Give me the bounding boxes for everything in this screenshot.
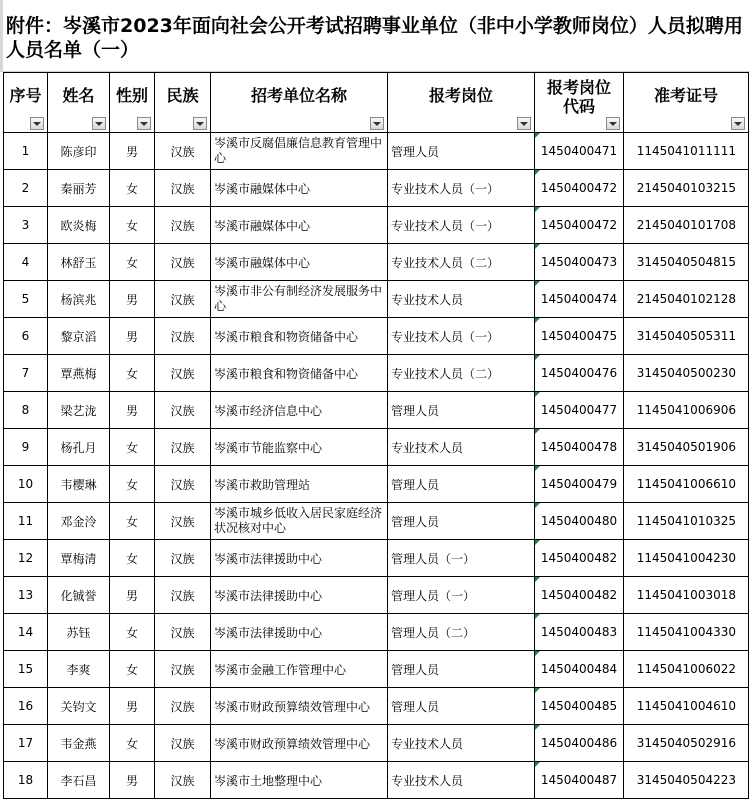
header-index: 序号 xyxy=(4,73,48,133)
filter-dropdown-icon[interactable] xyxy=(193,117,207,130)
cell-gender[interactable]: 女 xyxy=(110,651,155,688)
cell-index[interactable]: 12 xyxy=(4,540,48,577)
table-row xyxy=(4,540,749,577)
cell-ticket-number[interactable]: 1145041011111 xyxy=(624,133,749,170)
cell-position-code[interactable]: 1450400473 xyxy=(535,244,624,281)
cell-gender[interactable]: 女 xyxy=(110,429,155,466)
cell-position[interactable]: 管理人员 xyxy=(388,651,535,688)
cell-ethnicity[interactable]: 汉族 xyxy=(155,355,211,392)
cell-name[interactable]: 李爽 xyxy=(48,651,110,688)
cell-ticket-number[interactable]: 1145041010325 xyxy=(624,503,749,540)
cell-unit[interactable]: 岑溪市反腐倡廉信息教育管理中心 xyxy=(211,133,388,170)
candidate-table xyxy=(3,72,749,799)
cell-position[interactable]: 专业技术人员（一） xyxy=(388,207,535,244)
cell-position-code[interactable]: 1450400474 xyxy=(535,281,624,318)
cell-gender[interactable]: 男 xyxy=(110,762,155,799)
cell-position-code[interactable]: 1450400482 xyxy=(535,577,624,614)
cell-position-code[interactable]: 1450400482 xyxy=(535,540,624,577)
cell-unit[interactable]: 岑溪市法律援助中心 xyxy=(211,577,388,614)
cell-position-code[interactable]: 1450400486 xyxy=(535,725,624,762)
cell-position[interactable]: 专业技术人员（二） xyxy=(388,355,535,392)
cell-unit[interactable]: 岑溪市财政预算绩效管理中心 xyxy=(211,688,388,725)
cell-name[interactable]: 韦樱琳 xyxy=(48,466,110,503)
cell-gender[interactable]: 女 xyxy=(110,540,155,577)
table-row xyxy=(4,651,749,688)
cell-position[interactable]: 管理人员（一） xyxy=(388,577,535,614)
cell-ticket-number[interactable]: 3145040502916 xyxy=(624,725,749,762)
cell-ticket-number[interactable]: 3145040500230 xyxy=(624,355,749,392)
cell-position-code[interactable]: 1450400479 xyxy=(535,466,624,503)
cell-ticket-number[interactable]: 1145041006610 xyxy=(624,466,749,503)
filter-dropdown-icon[interactable] xyxy=(92,117,106,130)
cell-name[interactable]: 韦金燕 xyxy=(48,725,110,762)
cell-position[interactable]: 管理人员（二） xyxy=(388,614,535,651)
sheet-edge xyxy=(0,0,3,71)
cell-index[interactable]: 14 xyxy=(4,614,48,651)
cell-unit[interactable]: 岑溪市节能监察中心 xyxy=(211,429,388,466)
table-body xyxy=(4,133,749,799)
header-ticket-number: 准考证号 xyxy=(624,73,749,133)
cell-ethnicity[interactable]: 汉族 xyxy=(155,651,211,688)
cell-unit[interactable]: 岑溪市法律援助中心 xyxy=(211,540,388,577)
table-row xyxy=(4,725,749,762)
cell-ticket-number[interactable]: 1145041003018 xyxy=(624,577,749,614)
cell-ethnicity[interactable]: 汉族 xyxy=(155,133,211,170)
cell-ticket-number[interactable]: 2145040101708 xyxy=(624,207,749,244)
header-position-code: 报考岗位代码 xyxy=(535,73,624,133)
cell-gender[interactable]: 女 xyxy=(110,503,155,540)
cell-ethnicity[interactable]: 汉族 xyxy=(155,244,211,281)
cell-gender[interactable]: 男 xyxy=(110,281,155,318)
table-row xyxy=(4,466,749,503)
cell-index[interactable]: 3 xyxy=(4,207,48,244)
title-text: 附件：岑溪市2023年面向社会公开考试招聘事业单位（非中小学教师岗位）人员拟聘用人员名单（一） xyxy=(6,15,743,61)
cell-ethnicity[interactable]: 汉族 xyxy=(155,688,211,725)
document-title xyxy=(0,0,750,72)
cell-ethnicity[interactable]: 汉族 xyxy=(155,170,211,207)
cell-unit[interactable]: 岑溪市金融工作管理中心 xyxy=(211,651,388,688)
cell-index[interactable]: 10 xyxy=(4,466,48,503)
table-row xyxy=(4,762,749,799)
cell-unit[interactable]: 岑溪市融媒体中心 xyxy=(211,207,388,244)
cell-unit[interactable]: 岑溪市粮食和物资储备中心 xyxy=(211,355,388,392)
cell-name[interactable]: 化铖誉 xyxy=(48,577,110,614)
cell-position[interactable]: 专业技术人员 xyxy=(388,762,535,799)
cell-index[interactable]: 7 xyxy=(4,355,48,392)
cell-unit[interactable]: 岑溪市救助管理站 xyxy=(211,466,388,503)
table-row xyxy=(4,392,749,429)
table-row xyxy=(4,577,749,614)
filter-dropdown-icon[interactable] xyxy=(30,117,44,130)
cell-ethnicity[interactable]: 汉族 xyxy=(155,392,211,429)
cell-position-code[interactable]: 1450400477 xyxy=(535,392,624,429)
table-row xyxy=(4,688,749,725)
cell-name[interactable]: 杨孔月 xyxy=(48,429,110,466)
cell-name[interactable]: 秦丽芳 xyxy=(48,170,110,207)
cell-gender[interactable]: 男 xyxy=(110,133,155,170)
cell-position-code[interactable]: 1450400480 xyxy=(535,503,624,540)
cell-unit[interactable]: 岑溪市粮食和物资储备中心 xyxy=(211,318,388,355)
cell-name[interactable]: 陈彦印 xyxy=(48,133,110,170)
cell-index[interactable]: 13 xyxy=(4,577,48,614)
cell-index[interactable]: 9 xyxy=(4,429,48,466)
cell-gender[interactable]: 男 xyxy=(110,688,155,725)
cell-position[interactable]: 专业技术人员（一） xyxy=(388,170,535,207)
cell-ethnicity[interactable]: 汉族 xyxy=(155,503,211,540)
cell-index[interactable]: 1 xyxy=(4,133,48,170)
cell-position-code[interactable]: 1450400475 xyxy=(535,318,624,355)
cell-ethnicity[interactable]: 汉族 xyxy=(155,540,211,577)
cell-ticket-number[interactable]: 3145040504815 xyxy=(624,244,749,281)
cell-position[interactable]: 专业技术人员 xyxy=(388,725,535,762)
cell-ethnicity[interactable]: 汉族 xyxy=(155,207,211,244)
cell-index[interactable]: 8 xyxy=(4,392,48,429)
cell-gender[interactable]: 女 xyxy=(110,244,155,281)
cell-ticket-number[interactable]: 1145041004610 xyxy=(624,688,749,725)
cell-unit[interactable]: 岑溪市土地整理中心 xyxy=(211,762,388,799)
filter-dropdown-icon[interactable] xyxy=(517,117,531,130)
cell-ticket-number[interactable]: 3145040505311 xyxy=(624,318,749,355)
cell-name[interactable]: 杨滨兆 xyxy=(48,281,110,318)
cell-index[interactable]: 5 xyxy=(4,281,48,318)
cell-name[interactable]: 邓金泠 xyxy=(48,503,110,540)
cell-position-code[interactable]: 1450400472 xyxy=(535,207,624,244)
cell-position[interactable]: 管理人员 xyxy=(388,133,535,170)
header-gender: 性别 xyxy=(110,73,155,133)
cell-gender[interactable]: 女 xyxy=(110,614,155,651)
cell-position[interactable]: 专业技术人员 xyxy=(388,429,535,466)
cell-gender[interactable]: 男 xyxy=(110,318,155,355)
header-ethnicity: 民族 xyxy=(155,73,211,133)
cell-index[interactable]: 4 xyxy=(4,244,48,281)
header-unit: 招考单位名称 xyxy=(211,73,388,133)
cell-gender[interactable]: 男 xyxy=(110,577,155,614)
cell-gender[interactable]: 女 xyxy=(110,355,155,392)
cell-gender[interactable]: 女 xyxy=(110,170,155,207)
table-row xyxy=(4,133,749,170)
table-row xyxy=(4,244,749,281)
cell-position-code[interactable]: 1450400485 xyxy=(535,688,624,725)
table-row xyxy=(4,318,749,355)
table-row xyxy=(4,614,749,651)
cell-ticket-number[interactable]: 3145040504223 xyxy=(624,762,749,799)
table-row xyxy=(4,503,749,540)
cell-ethnicity[interactable]: 汉族 xyxy=(155,762,211,799)
filter-dropdown-icon[interactable] xyxy=(370,117,384,130)
cell-gender[interactable]: 女 xyxy=(110,207,155,244)
cell-index[interactable]: 16 xyxy=(4,688,48,725)
cell-index[interactable]: 18 xyxy=(4,762,48,799)
table-row xyxy=(4,207,749,244)
cell-position[interactable]: 管理人员 xyxy=(388,503,535,540)
cell-index[interactable]: 15 xyxy=(4,651,48,688)
cell-gender[interactable]: 女 xyxy=(110,725,155,762)
cell-position-code[interactable]: 1450400471 xyxy=(535,133,624,170)
cell-ticket-number[interactable]: 2145040103215 xyxy=(624,170,749,207)
cell-name[interactable]: 苏钰 xyxy=(48,614,110,651)
cell-ticket-number[interactable]: 1145041006022 xyxy=(624,651,749,688)
cell-name[interactable]: 覃燕梅 xyxy=(48,355,110,392)
cell-unit[interactable]: 岑溪市非公有制经济发展服务中心 xyxy=(211,281,388,318)
cell-name[interactable]: 李石昌 xyxy=(48,762,110,799)
cell-position[interactable]: 专业技术人员（一） xyxy=(388,318,535,355)
cell-position[interactable]: 管理人员 xyxy=(388,466,535,503)
cell-ticket-number[interactable]: 2145040102128 xyxy=(624,281,749,318)
cell-position-code[interactable]: 1450400487 xyxy=(535,762,624,799)
cell-unit[interactable]: 岑溪市经济信息中心 xyxy=(211,392,388,429)
cell-ethnicity[interactable]: 汉族 xyxy=(155,725,211,762)
cell-ticket-number[interactable]: 1145041004330 xyxy=(624,614,749,651)
cell-name[interactable]: 梁艺泷 xyxy=(48,392,110,429)
cell-ethnicity[interactable]: 汉族 xyxy=(155,577,211,614)
cell-gender[interactable]: 女 xyxy=(110,466,155,503)
cell-ethnicity[interactable]: 汉族 xyxy=(155,318,211,355)
cell-ethnicity[interactable]: 汉族 xyxy=(155,281,211,318)
cell-index[interactable]: 6 xyxy=(4,318,48,355)
cell-unit[interactable]: 岑溪市财政预算绩效管理中心 xyxy=(211,725,388,762)
cell-position[interactable]: 专业技术人员 xyxy=(388,281,535,318)
cell-unit[interactable]: 岑溪市融媒体中心 xyxy=(211,170,388,207)
header-position: 报考岗位 xyxy=(388,73,535,133)
cell-position-code[interactable]: 1450400478 xyxy=(535,429,624,466)
cell-ticket-number[interactable]: 3145040501906 xyxy=(624,429,749,466)
cell-name[interactable]: 覃梅清 xyxy=(48,540,110,577)
cell-ethnicity[interactable]: 汉族 xyxy=(155,614,211,651)
table-row xyxy=(4,281,749,318)
cell-position[interactable]: 管理人员 xyxy=(388,688,535,725)
filter-dropdown-icon[interactable] xyxy=(731,117,745,130)
cell-name[interactable]: 林舒玉 xyxy=(48,244,110,281)
cell-position-code[interactable]: 1450400472 xyxy=(535,170,624,207)
cell-index[interactable]: 11 xyxy=(4,503,48,540)
cell-position-code[interactable]: 1450400476 xyxy=(535,355,624,392)
header-row xyxy=(4,73,749,133)
cell-position[interactable]: 管理人员 xyxy=(388,392,535,429)
cell-ethnicity[interactable]: 汉族 xyxy=(155,429,211,466)
cell-index[interactable]: 2 xyxy=(4,170,48,207)
cell-ticket-number[interactable]: 1145041006906 xyxy=(624,392,749,429)
filter-dropdown-icon[interactable] xyxy=(606,117,620,130)
cell-unit[interactable]: 岑溪市城乡低收入居民家庭经济状况核对中心 xyxy=(211,503,388,540)
cell-index[interactable]: 17 xyxy=(4,725,48,762)
table-row xyxy=(4,429,749,466)
cell-gender[interactable]: 男 xyxy=(110,392,155,429)
cell-position-code[interactable]: 1450400484 xyxy=(535,651,624,688)
filter-dropdown-icon[interactable] xyxy=(137,117,151,130)
cell-position[interactable]: 专业技术人员（二） xyxy=(388,244,535,281)
cell-unit[interactable]: 岑溪市融媒体中心 xyxy=(211,244,388,281)
cell-ticket-number[interactable]: 1145041004230 xyxy=(624,540,749,577)
cell-ethnicity[interactable]: 汉族 xyxy=(155,466,211,503)
cell-name[interactable]: 欧炎梅 xyxy=(48,207,110,244)
header-name: 姓名 xyxy=(48,73,110,133)
table-row xyxy=(4,355,749,392)
cell-position-code[interactable]: 1450400483 xyxy=(535,614,624,651)
cell-name[interactable]: 黎京滔 xyxy=(48,318,110,355)
cell-unit[interactable]: 岑溪市法律援助中心 xyxy=(211,614,388,651)
table-row xyxy=(4,170,749,207)
cell-name[interactable]: 关钧文 xyxy=(48,688,110,725)
cell-position[interactable]: 管理人员（一） xyxy=(388,540,535,577)
